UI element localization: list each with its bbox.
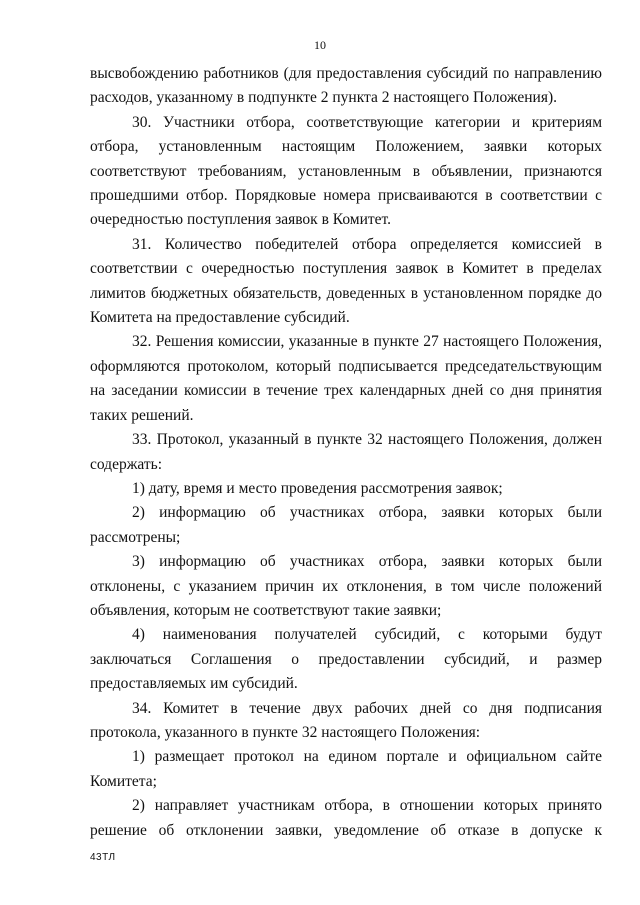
- document-body: [90, 62, 602, 843]
- footer-document-code: 43ТЛ: [90, 852, 116, 863]
- paragraph-subitem-34-2: 2) направляет участникам отбора, в отношении которых принято решение об отклонении заявки, уведомление об отказе в допуске к: [90, 797, 602, 839]
- paragraph-subitem-34-1: 1) размещает протокол на едином портале и официальном сайте Комитета;: [90, 748, 602, 790]
- paragraph-subitem-33-2: 2) информацию об участниках отбора, заявки которых были рассмотрены;: [90, 504, 602, 546]
- paragraph-subitem-33-1: 1) дату, время и место проведения рассмотрения заявок;: [132, 479, 503, 497]
- paragraph-subitem-33-4: 4) наименования получателей субсидий, с которыми будут заключаться Соглашения о предоставлении субсидий, и размер предоставляемых им субсидий.: [90, 626, 602, 693]
- paragraph-continuation: высвобождению работников (для предоставления субсидий по направлению расходов, указанному в подпункте 2 пункта 2 настоящего Положения).: [90, 65, 602, 107]
- paragraph-item-30: 30. Участники отбора, соответствующие категории и критериям отбора, установленным настоящим Положением, заявки которых соответствуют требованиям, установленным в объявлении, признаются прошедшими отбор. Порядковые номера присваиваются в соответствии с очередностью поступления заявок в Комитет.: [90, 113, 602, 229]
- paragraph-subitem-33-3: 3) информацию об участниках отбора, заявки которых были отклонены, с указанием причин их отклонения, в том числе положений объявления, которым не соответствуют такие заявки;: [90, 553, 602, 619]
- page-number: 10: [314, 38, 326, 52]
- paragraph-item-34: 34. Комитет в течение двух рабочих дней со дня подписания протокола, указанного в пункте 32 настоящего Положения:: [90, 699, 602, 741]
- paragraph-item-31: 31. Количество победителей отбора определяется комиссией в соответствии с очередностью поступления заявок в Комитет в пределах лимитов бюджетных обязательств, доведенных в установленном порядке до Комитета на предоставление субсидий.: [90, 235, 602, 327]
- paragraph-item-33: 33. Протокол, указанный в пункте 32 настоящего Положения, должен содержать:: [90, 431, 602, 473]
- paragraph-item-32: 32. Решения комиссии, указанные в пункте 27 настоящего Положения, оформляются протоколом, который подписывается председательствующим на заседании комиссии в течение трех календарных дней со дня принятия таких решений.: [90, 333, 602, 424]
